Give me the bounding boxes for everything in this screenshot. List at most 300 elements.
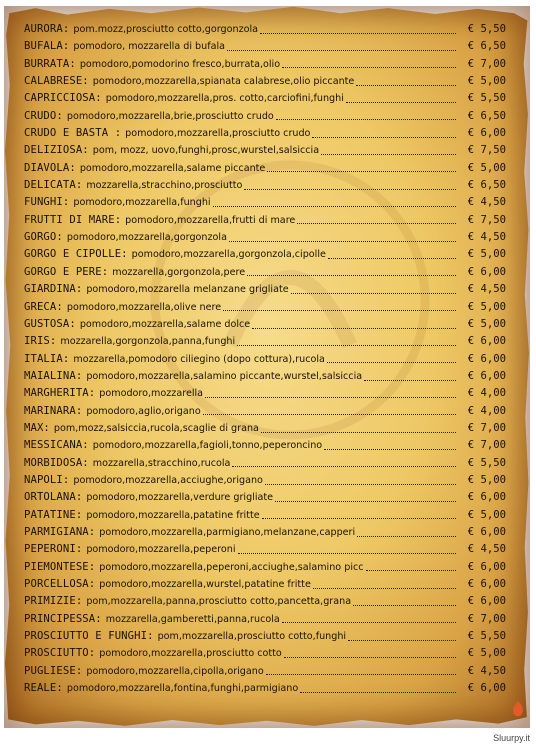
pizza-price (458, 507, 506, 524)
pizza-ingredients: pomodoro,mozzarella,parmigiano,melanzane,capperi (99, 526, 356, 538)
pizza-name: CAPRICCIOSA: (24, 92, 102, 105)
pizza-name: PRINCIPESSA: (24, 612, 102, 625)
pizza-price (458, 611, 506, 628)
pizza-name: ITALIA: (24, 352, 70, 365)
currency-symbol: € (467, 283, 475, 296)
dot-leader (267, 170, 456, 172)
pizza-name: REALE: (24, 682, 63, 695)
price-value: 4,00 (480, 404, 506, 417)
menu-item (24, 628, 506, 645)
pizza-price (458, 351, 506, 368)
currency-symbol: € (467, 560, 475, 573)
menu-item (24, 38, 506, 55)
dot-leader (266, 673, 456, 675)
currency-symbol: € (467, 421, 475, 434)
dot-leader (205, 396, 456, 398)
menu-item-description (24, 489, 458, 506)
pizza-name: GORGO E PERE: (24, 265, 109, 278)
pizza-ingredients: pomodoro, mozzarella di bufala (73, 41, 226, 53)
menu-item (24, 489, 506, 506)
menu-item-description (24, 177, 458, 194)
price-value: 5,50 (480, 456, 506, 469)
currency-symbol: € (467, 317, 475, 330)
menu-item-description (24, 507, 458, 524)
pizza-price (458, 246, 506, 263)
footer-brand[interactable]: Sluurpy.it (493, 733, 530, 743)
currency-symbol: € (467, 647, 475, 660)
pizza-name: CALABRESE: (24, 75, 89, 88)
menu-item (24, 351, 506, 368)
pizza-name: DELICATA: (24, 179, 83, 192)
dot-leader (312, 136, 456, 138)
menu-item-description (24, 160, 458, 177)
menu-item (24, 680, 506, 697)
menu-item-description (24, 212, 458, 229)
pizza-name: PARMIGIANA: (24, 525, 96, 538)
pizza-name: MAIALINA: (24, 369, 83, 382)
menu-item (24, 576, 506, 593)
menu-item (24, 507, 506, 524)
price-value: 5,00 (480, 248, 506, 261)
pizza-menu-list (24, 21, 506, 697)
dot-leader (366, 569, 456, 571)
dot-leader (227, 49, 456, 51)
price-value: 6,50 (480, 40, 506, 53)
pizza-name: IRIS: (24, 335, 57, 348)
pizza-price (458, 680, 506, 697)
menu-item-description (24, 299, 458, 316)
menu-item (24, 212, 506, 229)
pizza-name: PROSCIUTTO E FUNGHI: (24, 630, 154, 643)
currency-symbol: € (467, 543, 475, 556)
menu-item (24, 420, 506, 437)
pizza-ingredients: pomodoro,mozzarella,patatine fritte (86, 509, 260, 521)
pizza-price (458, 264, 506, 281)
dot-leader (247, 274, 456, 276)
pizza-price (458, 524, 506, 541)
price-value: 6,00 (480, 560, 506, 573)
menu-item-description (24, 663, 458, 680)
menu-item-description (24, 455, 458, 472)
menu-item-description (24, 108, 458, 125)
dot-leader (229, 240, 456, 242)
dot-leader (313, 587, 456, 589)
pizza-ingredients: mozzarella,stracchino,prosciutto (86, 180, 243, 192)
menu-item (24, 455, 506, 472)
dot-leader (232, 465, 456, 467)
dot-leader (261, 431, 456, 433)
pizza-ingredients: pomodoro,mozzarella,pros. cotto,carciofini,funghi (105, 93, 344, 105)
currency-symbol: € (467, 57, 475, 70)
menu-item (24, 299, 506, 316)
pizza-name: PIEMONTESE: (24, 560, 96, 573)
dot-leader (260, 32, 456, 34)
pizza-price (458, 576, 506, 593)
currency-symbol: € (467, 491, 475, 504)
menu-item (24, 142, 506, 159)
menu-item-description (24, 559, 458, 576)
dot-leader (324, 448, 456, 450)
pizza-ingredients: pomodoro,mozzarella,fagioli,tonno,peperoncino (92, 440, 323, 452)
currency-symbol: € (467, 387, 475, 400)
pizza-price (458, 229, 506, 246)
pizza-ingredients: pomodoro,mozzarella (99, 388, 204, 400)
pizza-ingredients: pom.mozz,prosciutto cotto,gorgonzola (73, 24, 259, 35)
currency-symbol: € (467, 456, 475, 469)
pizza-ingredients: pomodoro,mozzarella,salame dolce (79, 318, 251, 330)
menu-item (24, 368, 506, 385)
menu-item-description (24, 316, 458, 333)
currency-symbol: € (467, 682, 475, 695)
menu-item-description (24, 611, 458, 628)
menu-item-description (24, 246, 458, 263)
menu-item (24, 21, 506, 38)
price-value: 5,50 (480, 92, 506, 105)
pizza-name: PUGLIESE: (24, 664, 83, 677)
pizza-name: FUNGHI: (24, 196, 70, 209)
price-value: 5,00 (480, 473, 506, 486)
currency-symbol: € (467, 40, 475, 53)
currency-symbol: € (467, 578, 475, 590)
price-value: 6,00 (480, 491, 506, 504)
dot-leader (203, 413, 456, 415)
pizza-ingredients: pomodoro,mozzarella,fontina,funghi,parmigiano (66, 683, 299, 695)
currency-symbol: € (467, 144, 475, 157)
dot-leader (297, 222, 456, 224)
menu-item-description (24, 90, 458, 107)
menu-item-description (24, 368, 458, 385)
currency-symbol: € (467, 439, 475, 452)
pizza-ingredients: pomodoro,mozzarella,prosciutto cotto (99, 648, 282, 660)
price-value: 7,50 (480, 213, 506, 226)
pizza-price (458, 316, 506, 333)
menu-item-description (24, 194, 458, 211)
pizza-ingredients: pom,mozzarella,prosciutto cotto,funghi (157, 631, 347, 643)
pizza-name: GIARDINA: (24, 283, 83, 296)
pizza-price (458, 281, 506, 298)
pizza-name: AURORA: (24, 23, 70, 35)
currency-symbol: € (467, 213, 475, 226)
menu-item (24, 403, 506, 420)
pizza-ingredients: mozzarella,stracchino,rucola (92, 457, 231, 469)
price-value: 6,00 (480, 595, 506, 608)
currency-symbol: € (467, 404, 475, 417)
price-value: 4,50 (480, 283, 506, 296)
currency-symbol: € (467, 369, 475, 382)
pizza-price (458, 541, 506, 558)
menu-item-description (24, 576, 458, 593)
pizza-price (458, 299, 506, 316)
pizza-ingredients: pomodoro,mozzarella,verdure grigliate (86, 492, 274, 504)
currency-symbol: € (467, 23, 475, 35)
currency-symbol: € (467, 630, 475, 643)
dot-leader (244, 188, 456, 190)
pizza-name: FRUTTI DI MARE: (24, 213, 122, 226)
sluurpy-logo-icon (510, 700, 526, 718)
menu-item-description (24, 73, 458, 90)
menu-item (24, 472, 506, 489)
pizza-name: GORGO E CIPOLLE: (24, 248, 128, 261)
pizza-ingredients: pomodoro,mozzarella,peperoni,acciughe,salamino picc (99, 561, 364, 573)
currency-symbol: € (467, 109, 475, 122)
pizza-price (458, 559, 506, 576)
pizza-ingredients: pom,mozz,salsiccia,rucola,scaglie di grana (53, 422, 259, 434)
pizza-name: DELIZIOSA: (24, 144, 89, 157)
pizza-price (458, 194, 506, 211)
menu-item (24, 611, 506, 628)
menu-item (24, 524, 506, 541)
menu-item-description (24, 524, 458, 541)
pizza-price (458, 177, 506, 194)
pizza-ingredients: pomodoro,mozzarella,funghi (73, 197, 211, 209)
menu-item (24, 559, 506, 576)
pizza-name: MAX: (24, 421, 50, 434)
pizza-ingredients: pom, mozz, uovo,funghi,prosc,wurstel,salsiccia (92, 145, 320, 157)
pizza-price (458, 142, 506, 159)
price-value: 7,00 (480, 612, 506, 625)
dot-leader (321, 153, 456, 155)
pizza-price (458, 38, 506, 55)
currency-symbol: € (467, 595, 475, 608)
dot-leader (300, 691, 456, 693)
pizza-ingredients: pomodoro,mozzarella,prosciutto crudo (125, 128, 311, 140)
pizza-name: BUFALA: (24, 40, 70, 53)
price-value: 5,00 (480, 647, 506, 660)
dot-leader (238, 552, 457, 554)
menu-item (24, 541, 506, 558)
pizza-price (458, 645, 506, 662)
pizza-price (458, 472, 506, 489)
currency-symbol: € (467, 231, 475, 244)
menu-item (24, 56, 506, 73)
dot-leader (327, 361, 456, 363)
pizza-ingredients: pomodoro,mozzarella,cipolla,origano (86, 665, 264, 677)
pizza-price (458, 368, 506, 385)
currency-symbol: € (467, 265, 475, 278)
pizza-price (458, 90, 506, 107)
menu-item-description (24, 229, 458, 246)
pizza-price (458, 108, 506, 125)
pizza-ingredients: pomodoro,mozzarella,brie,prosciutto crudo (66, 110, 274, 122)
menu-item-description (24, 264, 458, 281)
menu-item-description (24, 385, 458, 402)
pizza-ingredients: pomodoro,mozzarella melanzane grigliate (86, 284, 289, 296)
dot-leader (237, 344, 456, 346)
pizza-ingredients: pom,mozzarella,panna,prosciutto cotto,pancetta,grana (86, 596, 352, 608)
pizza-price (458, 73, 506, 90)
pizza-name: BURRATA: (24, 57, 76, 70)
pizza-price (458, 455, 506, 472)
pizza-name: PORCELLOSA: (24, 578, 96, 590)
currency-symbol: € (467, 248, 475, 261)
pizza-ingredients: pomodoro,mozzarella,spianata calabrese,olio piccante (92, 76, 355, 88)
currency-symbol: € (467, 612, 475, 625)
dot-leader (346, 101, 456, 103)
pizza-price (458, 593, 506, 610)
currency-symbol: € (467, 196, 475, 209)
price-value: 5,00 (480, 508, 506, 521)
pizza-ingredients: pomodoro,mozzarella,olive nere (66, 301, 222, 313)
currency-symbol: € (467, 664, 475, 677)
dot-leader (328, 257, 456, 259)
pizza-price (458, 420, 506, 437)
price-value: 5,00 (480, 75, 506, 88)
pizza-name: MESSICANA: (24, 439, 89, 452)
menu-item (24, 437, 506, 454)
pizza-ingredients: mozzarella,gamberetti,panna,rucola (105, 613, 280, 625)
menu-item-description (24, 541, 458, 558)
menu-item-description (24, 680, 458, 697)
dot-leader (276, 118, 456, 120)
price-value: 6,00 (480, 369, 506, 382)
price-value: 6,50 (480, 179, 506, 192)
menu-item (24, 246, 506, 263)
price-value: 5,00 (480, 317, 506, 330)
menu-item-description (24, 403, 458, 420)
menu-item-description (24, 628, 458, 645)
price-value: 4,50 (480, 664, 506, 677)
price-value: 5,00 (480, 300, 506, 313)
pizza-name: CRUDO: (24, 109, 63, 122)
price-value: 5,50 (480, 23, 506, 35)
currency-symbol: € (467, 179, 475, 192)
price-value: 6,00 (480, 265, 506, 278)
pizza-name: GRECA: (24, 300, 63, 313)
pizza-name: PATATINE: (24, 508, 83, 521)
dot-leader (348, 639, 456, 641)
menu-item-description (24, 420, 458, 437)
pizza-price (458, 663, 506, 680)
menu-item-description (24, 472, 458, 489)
currency-symbol: € (467, 75, 475, 88)
pizza-price (458, 437, 506, 454)
dot-leader (265, 483, 456, 485)
currency-symbol: € (467, 508, 475, 521)
menu-item (24, 160, 506, 177)
pizza-name: GORGO: (24, 231, 63, 244)
price-value: 7,00 (480, 421, 506, 434)
dot-leader (262, 517, 456, 519)
dot-leader (213, 205, 456, 207)
pizza-price (458, 212, 506, 229)
price-value: 4,50 (480, 231, 506, 244)
pizza-price (458, 333, 506, 350)
currency-symbol: € (467, 300, 475, 313)
price-value: 6,00 (480, 335, 506, 348)
menu-item (24, 90, 506, 107)
menu-item (24, 316, 506, 333)
pizza-price (458, 21, 506, 38)
menu-item-description (24, 281, 458, 298)
menu-item (24, 264, 506, 281)
menu-item (24, 125, 506, 142)
dot-leader (284, 656, 456, 658)
currency-symbol: € (467, 92, 475, 105)
pizza-ingredients: mozzarella,pomodoro ciliegino (dopo cottura),rucola (73, 353, 325, 365)
menu-item (24, 385, 506, 402)
pizza-ingredients: mozzarella,gorgonzola,pere (112, 266, 246, 278)
dot-leader (275, 500, 456, 502)
dot-leader (353, 604, 456, 606)
pizza-name: GUSTOSA: (24, 317, 76, 330)
pizza-ingredients: pomodoro,mozzarella,acciughe,origano (73, 474, 263, 486)
pizza-ingredients: pomodoro,mozzarella,gorgonzola,cipolle (131, 249, 326, 261)
pizza-ingredients: pomodoro,mozzarella,salamino piccante,wurstel,salsiccia (86, 370, 363, 382)
pizza-name: NAPOLI: (24, 473, 70, 486)
menu-item (24, 194, 506, 211)
pizza-name: MARINARA: (24, 404, 83, 417)
menu-item-description (24, 56, 458, 73)
menu-item (24, 281, 506, 298)
pizza-name: PEPERONI: (24, 543, 83, 556)
currency-symbol: € (467, 473, 475, 486)
menu-item-description (24, 333, 458, 350)
price-value: 6,00 (480, 525, 506, 538)
pizza-ingredients: pomodoro,aglio,origano (86, 405, 201, 417)
menu-item-description (24, 645, 458, 662)
price-value: 7,50 (480, 144, 506, 157)
dot-leader (282, 621, 456, 623)
menu-item-description (24, 125, 458, 142)
menu-item-description (24, 437, 458, 454)
menu-item-description (24, 21, 458, 38)
pizza-price (458, 489, 506, 506)
pizza-price (458, 160, 506, 177)
menu-item-description (24, 142, 458, 159)
dot-leader (252, 327, 456, 329)
currency-symbol: € (467, 352, 475, 365)
pizza-ingredients: pomodoro,mozzarella,wurstel,patatine fritte (99, 579, 311, 590)
dot-leader (357, 535, 456, 537)
menu-item (24, 229, 506, 246)
pizza-name: PRIMIZIE: (24, 595, 83, 608)
dot-leader (282, 66, 456, 68)
menu-item-description (24, 593, 458, 610)
price-value: 5,00 (480, 161, 506, 174)
price-value: 6,00 (480, 352, 506, 365)
pizza-ingredients: pomodoro,pomodorino fresco,burrata,olio (79, 58, 281, 70)
price-value: 6,00 (480, 578, 506, 590)
currency-symbol: € (467, 525, 475, 538)
menu-item (24, 663, 506, 680)
price-value: 7,00 (480, 439, 506, 452)
pizza-ingredients: mozzarella,gorgonzola,panna,funghi (60, 336, 236, 348)
price-value: 6,00 (480, 682, 506, 695)
menu-item-description (24, 38, 458, 55)
menu-item (24, 108, 506, 125)
pizza-name: MORBIDOSA: (24, 456, 89, 469)
pizza-name: ORTOLANA: (24, 491, 83, 504)
dot-leader (356, 84, 456, 86)
pizza-price (458, 628, 506, 645)
price-value: 4,50 (480, 543, 506, 556)
pizza-price (458, 403, 506, 420)
price-value: 5,50 (480, 630, 506, 643)
pizza-ingredients: pomodoro,mozzarella,gorgonzola (66, 232, 227, 244)
pizza-ingredients: pomodoro,mozzarella,peperoni (86, 544, 236, 556)
currency-symbol: € (467, 127, 475, 140)
price-value: 6,00 (480, 127, 506, 140)
price-value: 4,00 (480, 387, 506, 400)
menu-item-description (24, 351, 458, 368)
menu-item (24, 177, 506, 194)
currency-symbol: € (467, 161, 475, 174)
pizza-name: MARGHERITA: (24, 387, 96, 400)
price-value: 7,00 (480, 57, 506, 70)
pizza-name: DIAVOLA: (24, 161, 76, 174)
pizza-name: CRUDO E BASTA : (24, 127, 122, 140)
pizza-price (458, 56, 506, 73)
